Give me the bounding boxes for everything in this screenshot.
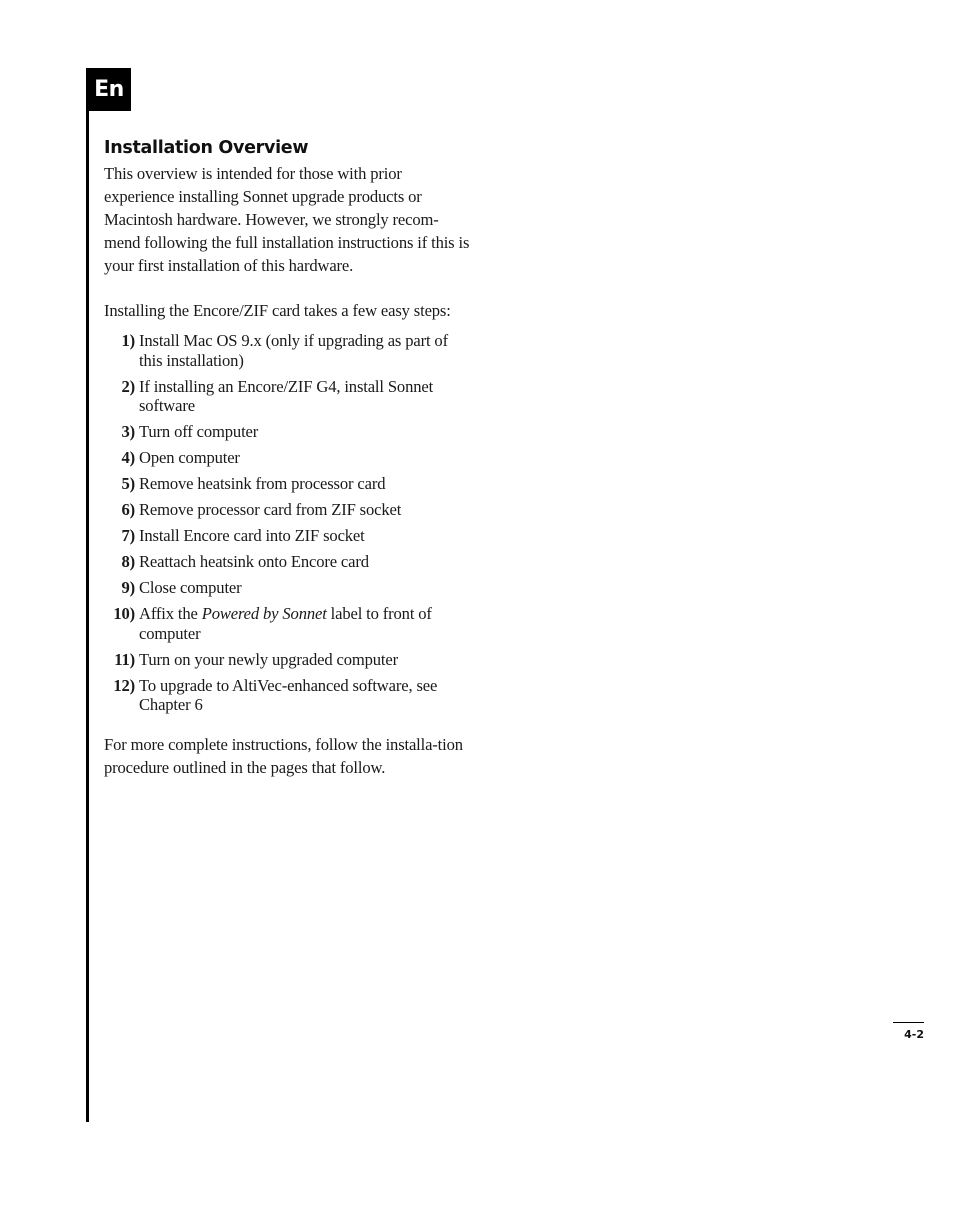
language-tab: En — [87, 68, 131, 111]
step-number: 3) — [121, 422, 135, 441]
step-item — [104, 377, 474, 416]
step-number: 5) — [121, 474, 135, 493]
step-text — [135, 604, 474, 643]
step-number: 2) — [121, 376, 135, 396]
step-text: Remove heatsink from processor card — [139, 474, 386, 493]
step-item — [104, 650, 474, 670]
step-number: 10) — [113, 604, 135, 623]
installation-overview-section — [104, 138, 474, 779]
step-item — [104, 448, 474, 468]
step-number: 11) — [114, 649, 135, 669]
step-number: 9) — [121, 578, 135, 597]
step-text: Turn on your newly upgraded computer — [139, 649, 398, 669]
step-text-after: label to front of computer — [139, 604, 432, 643]
step-number: 7) — [121, 526, 135, 545]
step-text: Reattach heatsink onto Encore card — [139, 552, 369, 571]
step-number: 8) — [121, 552, 135, 571]
step-number: 12) — [113, 675, 135, 695]
step-number: 4) — [121, 448, 135, 467]
step-text: Install Encore card into ZIF socket — [139, 526, 365, 545]
step-item — [104, 552, 474, 572]
page-number: 4-2 — [904, 1028, 924, 1041]
step-text-before: Affix the — [139, 604, 202, 623]
step-item — [104, 422, 474, 442]
installation-steps-list — [104, 331, 474, 715]
step-text: Remove processor card from ZIF socket — [139, 500, 402, 519]
section-title: Installation Overview — [104, 138, 309, 158]
left-margin-rule — [86, 68, 89, 1122]
product-label-name: Powered by Sonnet — [201, 604, 327, 623]
steps-lead-paragraph: Installing the Encore/ZIF card takes a few easy steps: — [104, 301, 451, 320]
step-text: To upgrade to AltiVec-enhanced software, see Chapter 6 — [139, 675, 438, 714]
step-item — [104, 474, 474, 494]
closing-paragraph: For more complete instructions, follow the installa-tion procedure outlined in the pages that follow. — [104, 734, 463, 777]
intro-paragraph: This overview is intended for those with prior experience installing Sonnet upgrade products or Macintosh hardware. However, we strongly recom-mend following the full installation instructions if this is your first installation of this hardware. — [104, 164, 470, 275]
step-item — [104, 500, 474, 520]
step-text: Turn off computer — [139, 422, 259, 441]
step-item — [104, 676, 474, 715]
step-item — [104, 526, 474, 546]
step-item — [104, 578, 474, 598]
step-number: 6) — [121, 500, 135, 519]
step-number: 1) — [121, 331, 135, 350]
step-text: Close computer — [139, 578, 242, 597]
step-text: Open computer — [139, 448, 240, 467]
step-item — [104, 604, 474, 643]
page-number-rule — [893, 1022, 924, 1023]
step-text: Install Mac OS 9.x (only if upgrading as part of this installation) — [139, 331, 448, 370]
step-text: If installing an Encore/ZIF G4, install Sonnet software — [139, 376, 434, 415]
step-item — [104, 331, 474, 370]
